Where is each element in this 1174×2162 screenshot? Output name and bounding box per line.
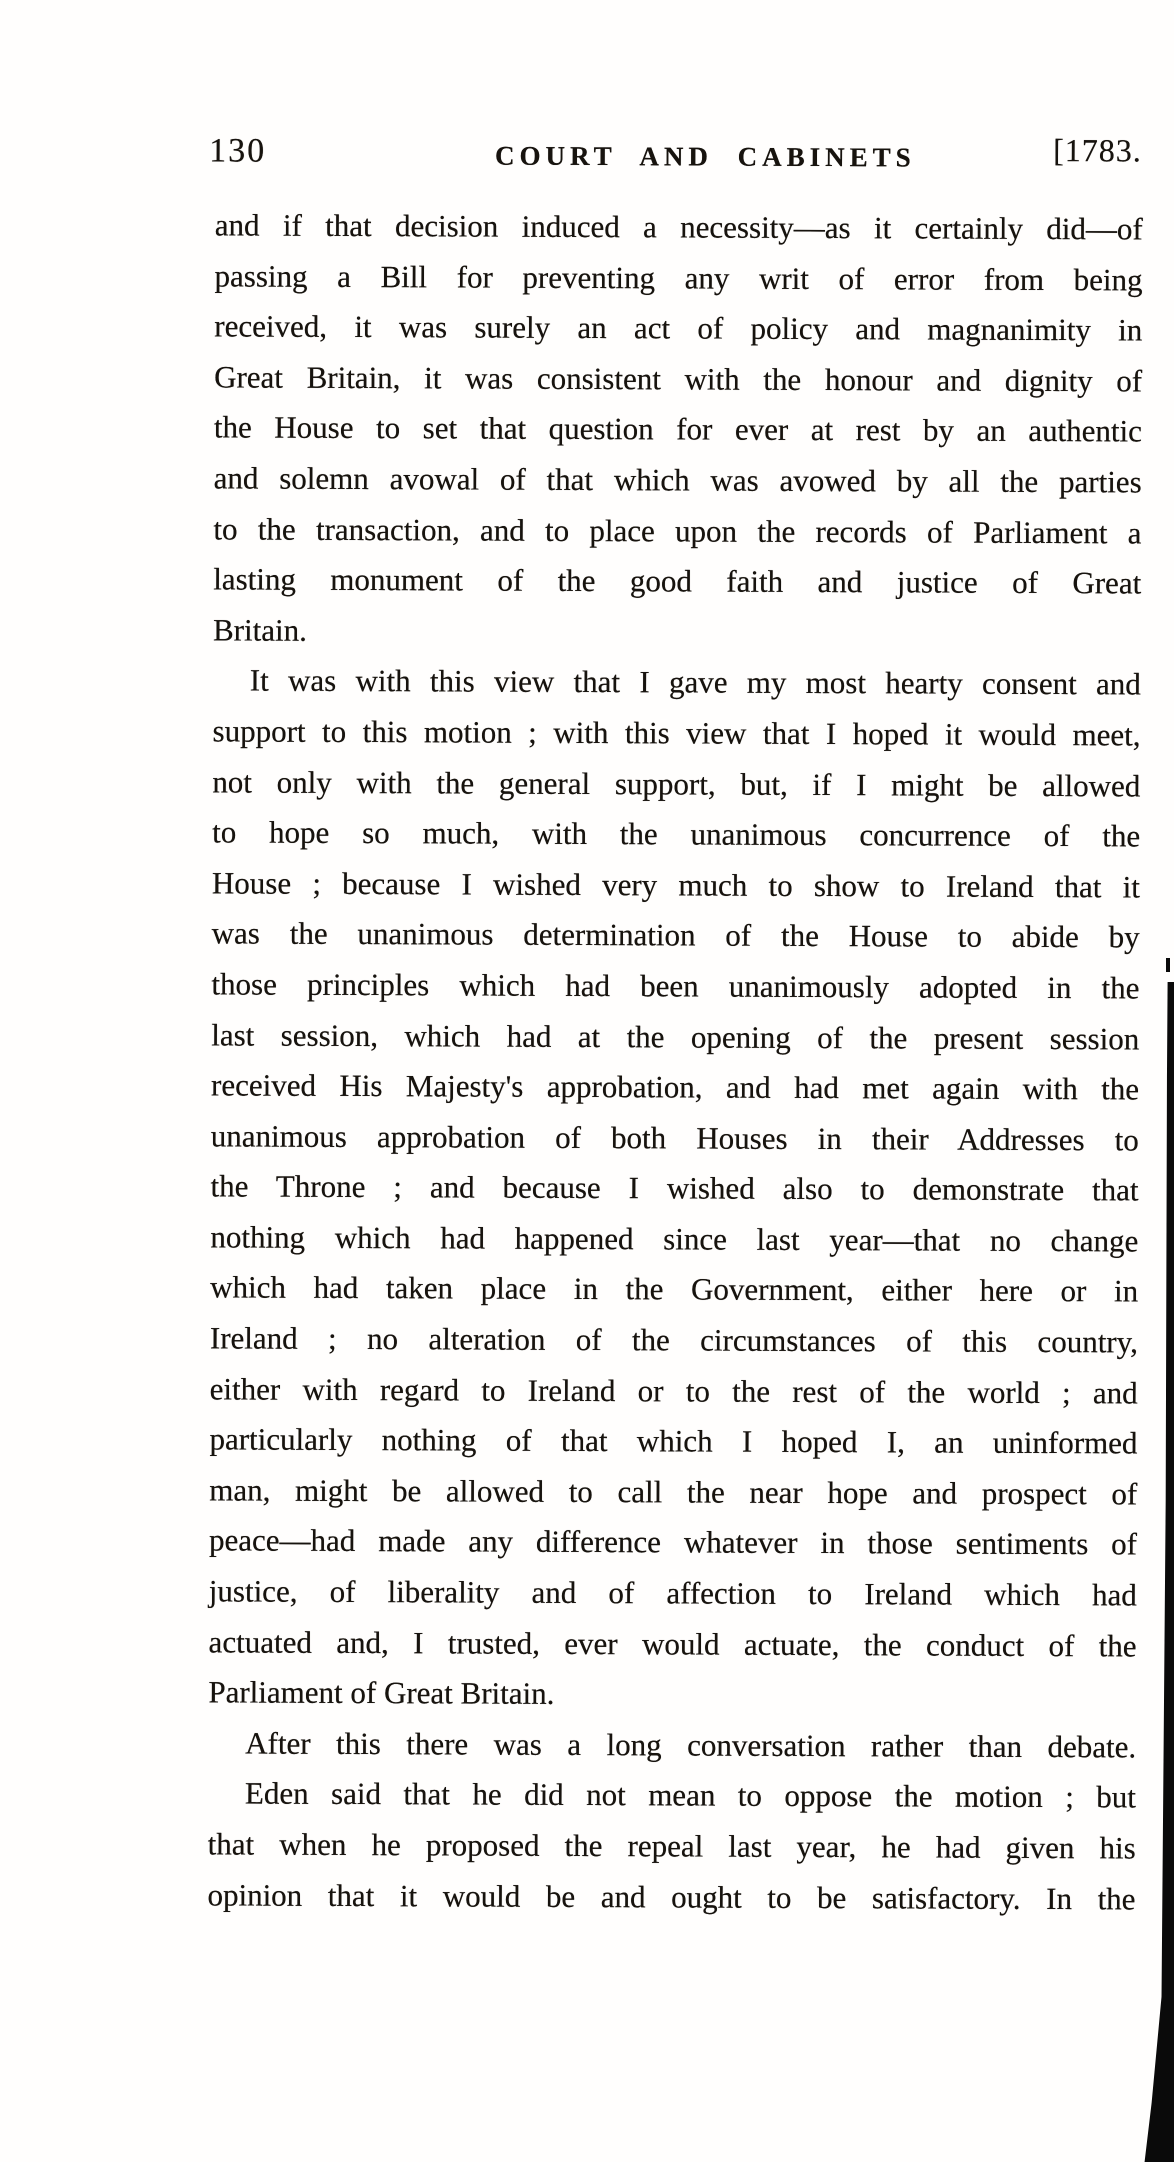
paragraph [208, 1718, 1136, 1773]
text-line: actuated and, I trusted, ever would actuate, the conduct of the [208, 1623, 1137, 1664]
text-line: Britain. [212, 612, 307, 648]
text-line: unanimous approbation of both Houses in their Addresses to [210, 1118, 1139, 1158]
text-line: the House to set that question for ever at rest by an authentic [213, 409, 1142, 449]
text-line: Parliament of Great Britain. [208, 1674, 555, 1712]
paragraph [207, 1769, 1136, 1925]
text-line: that when he proposed the repeal last year, he had given his [207, 1826, 1136, 1866]
text-line: justice, of liberality and of affection to Ireland which had [208, 1573, 1137, 1613]
text-line: was the unanimous determination of the House to abide by [211, 915, 1140, 955]
text-line: not only with the general support, but, if I might be allowed [212, 763, 1141, 803]
text-line: last session, which had at the opening of the present session [211, 1016, 1140, 1056]
text-line: opinion that it would be and ought to be satisfactory. In the [207, 1876, 1136, 1916]
paragraph [208, 656, 1141, 1723]
page-body [207, 200, 1142, 1924]
text-line: received His Majesty's approbation, and had met again with the [210, 1067, 1140, 1107]
text-line: those principles which had been unanimously adopted in the [211, 966, 1140, 1006]
text-line: to hope so much, with the unanimous concurrence of the [212, 814, 1141, 854]
text-line: received, it was surely an act of policy and magnanimity in [214, 308, 1143, 348]
scan-gutter-speck [1166, 958, 1170, 972]
paragraph [213, 200, 1143, 659]
text-line: and if that decision induced a necessity—as it certainly did—of [214, 207, 1143, 247]
text-line: nothing which had happened since last year—that no change [210, 1219, 1139, 1259]
text-line: and solemn avowal of that which was avowed by all the parties [213, 460, 1142, 500]
text-line: House ; because I wished very much to show to Ireland that it [211, 865, 1140, 905]
text-line: Eden said that he did not mean to oppose the motion ; but [244, 1775, 1137, 1815]
text-line: support to this motion ; with this view that I hoped it would meet, [212, 713, 1141, 753]
text-line: either with regard to Ireland or to the rest of the world ; and [209, 1371, 1138, 1411]
text-line: After this there was a long conversation rather than debate. [245, 1725, 1137, 1765]
text-line: to the transaction, and to place upon the records of Parliament a [213, 510, 1142, 550]
text-line: passing a Bill for preventing any writ of error from being [214, 257, 1143, 298]
running-head-year: [1783. [1053, 132, 1142, 169]
text-line: It was with this view that I gave my most hearty consent and [249, 662, 1141, 702]
text-line: the Throne ; and because I wished also to demonstrate that [210, 1168, 1139, 1208]
page-number: 130 [209, 132, 267, 170]
text-line: man, might be allowed to call the near hope and prospect of [209, 1472, 1138, 1512]
text-line: peace—had made any difference whatever in those sentiments of [208, 1522, 1138, 1562]
text-line: lasting monument of the good faith and justice of Great [213, 561, 1142, 601]
text-line: Ireland ; no alteration of the circumstances of this country, [209, 1320, 1138, 1360]
text-line: Great Britain, it was consistent with the honour and dignity of [214, 359, 1143, 399]
text-line: particularly nothing of that which I hoped I, an uninformed [209, 1421, 1138, 1461]
text-line: which had taken place in the Government, either here or in [210, 1269, 1139, 1309]
running-head-title: COURT AND CABINETS [495, 140, 916, 173]
